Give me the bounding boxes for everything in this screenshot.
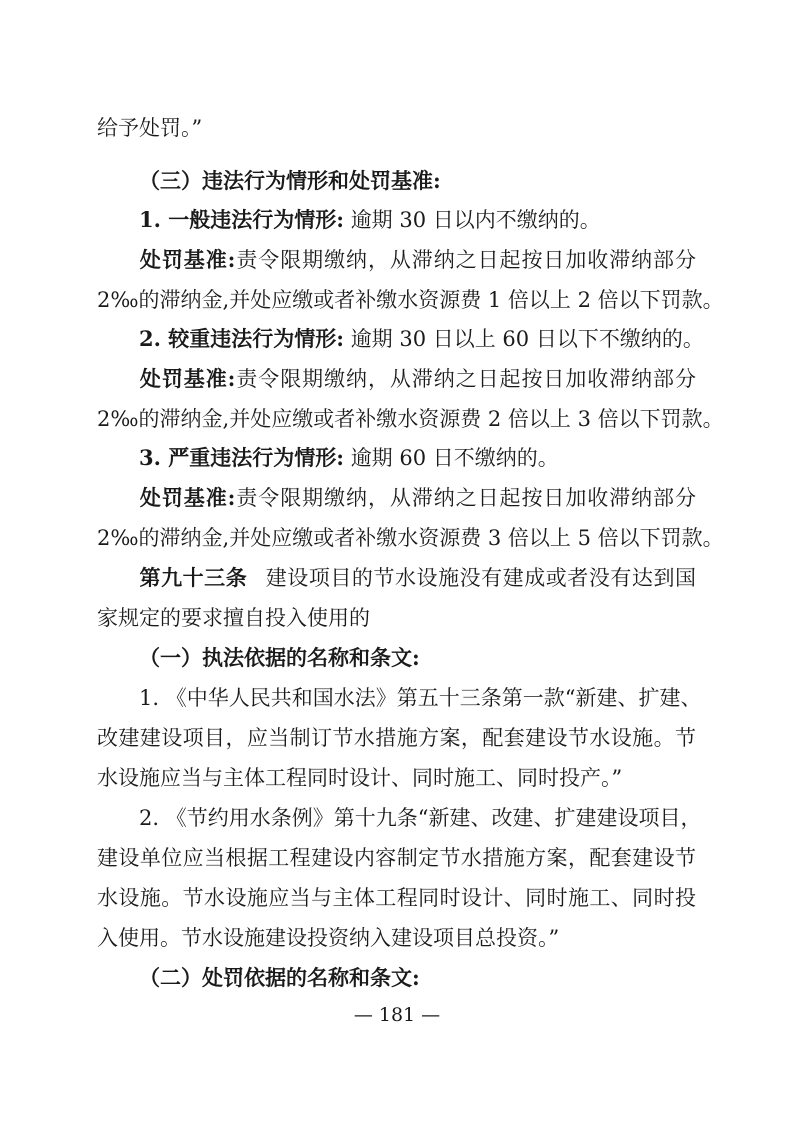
text-line: 2‰的滞纳金,并处应缴或者补缴水资源费 1 倍以上 2 倍以下罚款。 xyxy=(97,288,724,312)
penalty-label: 处罚基准: xyxy=(139,366,236,391)
text-line: 建设单位应当根据工程建设内容制定节水措施方案，配套建设节 xyxy=(97,846,696,870)
item-heading: 1. 一般违法行为情形: xyxy=(139,207,344,232)
text-line: 改建建设项目，应当制订节水措施方案，配套建设节水设施。节 xyxy=(97,726,696,750)
text-line xyxy=(97,483,696,513)
text-line xyxy=(97,364,696,394)
text-line: 2‰的滞纳金,并处应缴或者补缴水资源费 3 倍以上 5 倍以下罚款。 xyxy=(97,526,724,550)
text-line: 家规定的要求擅自投入使用的 xyxy=(97,606,370,630)
text-line xyxy=(97,803,702,833)
text-line xyxy=(139,443,559,473)
law-citation: 2. 《节约用水条例》第十九条“新建、改建、扩建建设项目， xyxy=(139,806,702,830)
penalty-label: 处罚基准: xyxy=(139,485,236,510)
item-heading: 3. 严重违法行为情形: xyxy=(139,445,344,470)
section-heading: （一）执法依据的名称和条文: xyxy=(139,645,420,670)
item-heading: 2. 较重违法行为情形: xyxy=(139,326,344,351)
text-line: 2‰的滞纳金,并处应缴或者补缴水资源费 2 倍以上 3 倍以下罚款。 xyxy=(97,407,724,431)
text-line xyxy=(97,683,702,713)
text-line: 给予处罚。” xyxy=(97,116,203,140)
item-text: 逾期 30 日以内不缴纳的。 xyxy=(350,208,601,232)
text-line xyxy=(97,563,696,593)
penalty-label: 处罚基准: xyxy=(139,247,236,272)
text-line: 水设施应当与主体工程同时设计、同时施工、同时投产。” xyxy=(97,766,623,790)
penalty-text: 责令限期缴纳，从滞纳之日起按日加收滞纳部分 xyxy=(235,486,696,510)
section-heading: （二）处罚依据的名称和条文: xyxy=(139,965,420,990)
article-number: 第九十三条 xyxy=(139,565,248,590)
text-line xyxy=(97,245,696,275)
text-line xyxy=(139,324,704,354)
text-line xyxy=(139,205,601,235)
article-title: 建设项目的节水设施没有建成或者没有达到国 xyxy=(265,566,697,590)
item-text: 逾期 60 日不缴纳的。 xyxy=(350,446,559,470)
item-text: 逾期 30 日以上 60 日以下不缴纳的。 xyxy=(350,327,704,351)
text-line: 入使用。节水设施建设投资纳入建设项目总投资。” xyxy=(97,926,560,950)
text-line: 水设施。节水设施应当与主体工程同时设计、同时施工、同时投 xyxy=(97,886,696,910)
penalty-text: 责令限期缴纳，从滞纳之日起按日加收滞纳部分 xyxy=(235,248,696,272)
page-number: — 181 — xyxy=(353,1004,441,1026)
section-heading: （三）违法行为情形和处罚基准: xyxy=(139,168,441,193)
law-citation: 1. 《中华人民共和国水法》第五十三条第一款“新建、扩建、 xyxy=(139,686,702,710)
penalty-text: 责令限期缴纳，从滞纳之日起按日加收滞纳部分 xyxy=(235,367,696,391)
